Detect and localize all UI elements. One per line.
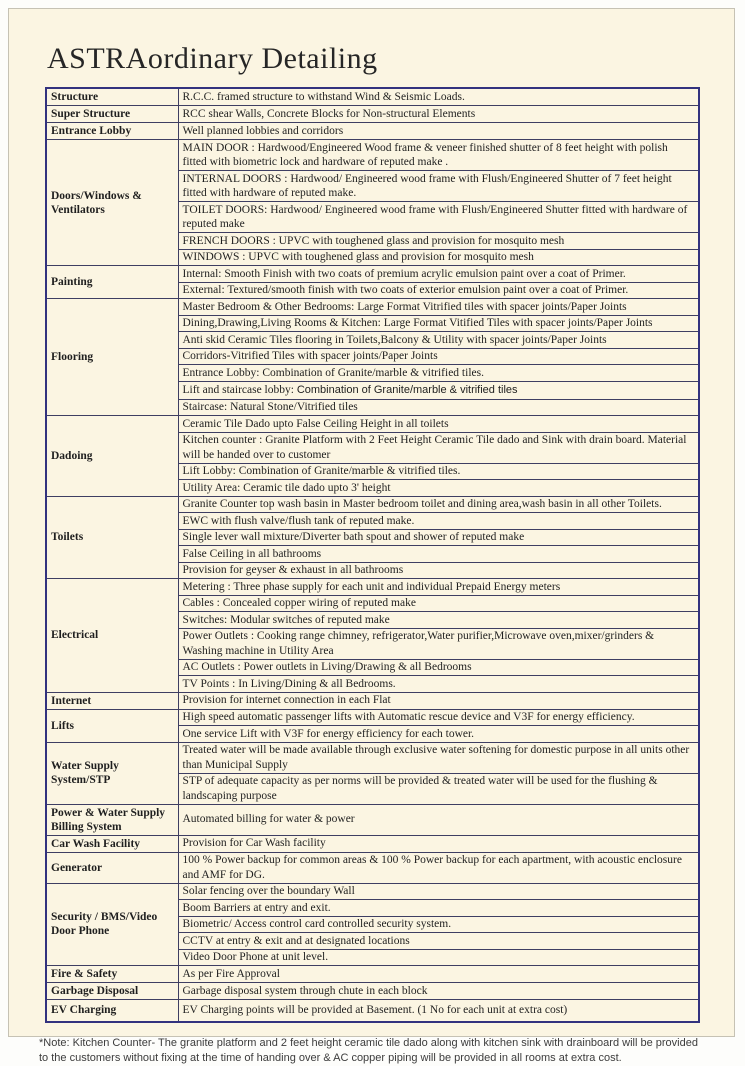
- spec-item: Single lever wall mixture/Diverter bath spout and shower of reputed make: [178, 529, 699, 546]
- section-label-water-supply-system-stp: Water Supply System/STP: [46, 742, 178, 804]
- spec-row: [46, 416, 699, 433]
- spec-row: [46, 123, 699, 140]
- section-label-dadoing: Dadoing: [46, 416, 178, 497]
- section-label-toilets: Toilets: [46, 496, 178, 579]
- spec-item: Treated water will be made available through exclusive water softening for domestic purpose in all units other than Municipal Supply: [178, 742, 699, 773]
- spec-row: [46, 496, 699, 513]
- section-label-doors-windows-ventilators: Doors/Windows & Ventilators: [46, 140, 178, 266]
- spec-table-body: [46, 88, 699, 1022]
- spec-row: [46, 709, 699, 726]
- spec-item: Dining,Drawing,Living Rooms & Kitchen: Large Format Vitified Tiles with spacer joints/Paper Joints: [178, 315, 699, 332]
- spec-item: Automated billing for water & power: [178, 804, 699, 835]
- spec-item: Garbage disposal system through chute in each block: [178, 983, 699, 1000]
- spec-row: [46, 299, 699, 316]
- spec-row: [46, 88, 699, 106]
- spec-item: As per Fire Approval: [178, 966, 699, 983]
- spec-item: Provision for geyser & exhaust in all bathrooms: [178, 562, 699, 579]
- spec-item: Power Outlets : Cooking range chimney, refrigerator,Water purifier,Microwave oven,mixer/grinders & Washing machine in Utility Area: [178, 628, 699, 659]
- section-label-lifts: Lifts: [46, 709, 178, 742]
- spec-item: [178, 381, 699, 399]
- section-label-super-structure: Super Structure: [46, 106, 178, 123]
- spec-item: Kitchen counter : Granite Platform with 2 Feet Height Ceramic Tile dado and Sink with drain board. Material will be handed over to customer: [178, 432, 699, 463]
- section-label-painting: Painting: [46, 266, 178, 299]
- spec-row: [46, 140, 699, 171]
- spec-item: Solar fencing over the boundary Wall: [178, 883, 699, 900]
- spec-row: [46, 579, 699, 596]
- spec-row: [46, 742, 699, 773]
- section-label-security-bms-video-door-phone: Security / BMS/Video Door Phone: [46, 883, 178, 966]
- spec-item: TV Points : In Living/Dining & all Bedrooms.: [178, 676, 699, 693]
- spec-item: EWC with flush valve/flush tank of reputed make.: [178, 513, 699, 530]
- spec-row: [46, 804, 699, 835]
- spec-row: [46, 266, 699, 283]
- spec-item: FRENCH DOORS : UPVC with toughened glass and provision for mosquito mesh: [178, 233, 699, 250]
- spec-item: Ceramic Tile Dado upto False Ceiling Height in all toilets: [178, 416, 699, 433]
- spec-item: Corridors-Vitrified Tiles with spacer joints/Paper Joints: [178, 348, 699, 365]
- spec-row: [46, 106, 699, 123]
- spec-item: False Ceiling in all bathrooms: [178, 546, 699, 563]
- spec-item: External: Textured/smooth finish with two coats of exterior emulsion paint over a coat of Primer.: [178, 282, 699, 299]
- spec-item: One service Lift with V3F for energy efficiency for each tower.: [178, 726, 699, 743]
- section-label-flooring: Flooring: [46, 299, 178, 416]
- spec-row: [46, 883, 699, 900]
- spec-item: Anti skid Ceramic Tiles flooring in Toilets,Balcony & Utility with spacer joints/Paper Joints: [178, 332, 699, 349]
- spec-item: High speed automatic passenger lifts with Automatic rescue device and V3F for energy efficiency.: [178, 709, 699, 726]
- spec-item: CCTV at entry & exit and at designated locations: [178, 933, 699, 950]
- section-label-power-water-supply-billing-system: Power & Water Supply Billing System: [46, 804, 178, 835]
- brochure-page: [8, 8, 735, 1064]
- spec-item: Boom Barriers at entry and exit.: [178, 900, 699, 917]
- spec-item: Lift Lobby: Combination of Granite/marble & vitrified tiles.: [178, 463, 699, 480]
- spec-item: 100 % Power backup for common areas & 100 % Power backup for each apartment, with acoustic enclosure and AMF for DG.: [178, 852, 699, 883]
- spec-item: Internal: Smooth Finish with two coats of premium acrylic emulsion paint over a coat of Primer.: [178, 266, 699, 283]
- specification-table: [45, 87, 700, 1023]
- spec-item: Cables : Concealed copper wiring of reputed make: [178, 595, 699, 612]
- section-label-fire-safety: Fire & Safety: [46, 966, 178, 983]
- footnote: *Note: Kitchen Counter- The granite platform and 2 feet height ceramic tile dado along with kitchen sink with drainboard will be provided to the customers without fixing at the time of handing over & AC copper piping will be provided in all rooms at extra cost.: [39, 1036, 698, 1064]
- spec-item: Entrance Lobby: Combination of Granite/marble & vitrified tiles.: [178, 365, 699, 382]
- spec-item: AC Outlets : Power outlets in Living/Drawing & all Bedrooms: [178, 659, 699, 676]
- spec-item: Master Bedroom & Other Bedrooms: Large Format Vitrified tiles with spacer joints/Paper Joints: [178, 299, 699, 316]
- spec-item: R.C.C. framed structure to withstand Wind & Seismic Loads.: [178, 88, 699, 106]
- spec-row: [46, 852, 699, 883]
- spec-item: EV Charging points will be provided at Basement. (1 No for each unit at extra cost): [178, 1000, 699, 1022]
- spec-item: WINDOWS : UPVC with toughened glass and provision for mosquito mesh: [178, 249, 699, 266]
- spec-item: Utility Area: Ceramic tile dado upto 3' height: [178, 480, 699, 497]
- spec-row: [46, 692, 699, 709]
- spec-row: [46, 835, 699, 852]
- section-label-ev-charging: EV Charging: [46, 1000, 178, 1022]
- spec-item: INTERNAL DOORS : Hardwood/ Engineered wood frame with Flush/Engineered Shutter of 7 feet height fitted with hardware of reputed make.: [178, 171, 699, 202]
- section-label-garbage-disposal: Garbage Disposal: [46, 983, 178, 1000]
- section-label-entrance-lobby: Entrance Lobby: [46, 123, 178, 140]
- section-label-generator: Generator: [46, 852, 178, 883]
- page-title: ASTRAordinary Detailing: [47, 42, 378, 75]
- spec-item: Biometric/ Access control card controlled security system.: [178, 916, 699, 933]
- spec-row: [46, 966, 699, 983]
- section-label-car-wash-facility: Car Wash Facility: [46, 835, 178, 852]
- spec-item: Video Door Phone at unit level.: [178, 949, 699, 966]
- spec-item-text-sans: Combination of Granite/marble & vitrified tiles: [296, 383, 518, 396]
- spec-item: Well planned lobbies and corridors: [178, 123, 699, 140]
- spec-item: Metering : Three phase supply for each unit and individual Prepaid Energy meters: [178, 579, 699, 596]
- spec-item: Provision for internet connection in each Flat: [178, 692, 699, 709]
- spec-item: RCC shear Walls, Concrete Blocks for Non-structural Elements: [178, 106, 699, 123]
- spec-item: Provision for Car Wash facility: [178, 835, 699, 852]
- section-label-structure: Structure: [46, 88, 178, 106]
- spec-item: MAIN DOOR : Hardwood/Engineered Wood frame & veneer finished shutter of 8 feet height with polish fitted with biometric lock and hardware of reputed make .: [178, 140, 699, 171]
- section-label-electrical: Electrical: [46, 579, 178, 693]
- spec-row: [46, 983, 699, 1000]
- spec-item: Granite Counter top wash basin in Master bedroom toilet and dining area,wash basin in all other Toilets.: [178, 496, 699, 513]
- spec-row: [46, 1000, 699, 1022]
- spec-item-text: Lift and staircase lobby:: [182, 383, 297, 396]
- section-label-internet: Internet: [46, 692, 178, 709]
- spec-item: STP of adequate capacity as per norms will be provided & treated water will be used for the flushing & landscaping purpose: [178, 773, 699, 804]
- spec-item: Switches: Modular switches of reputed make: [178, 612, 699, 629]
- spec-item: Staircase: Natural Stone/Vitrified tiles: [178, 399, 699, 416]
- spec-item: TOILET DOORS: Hardwood/ Engineered wood frame with Flush/Engineered Shutter fitted with hardware of reputed make: [178, 202, 699, 233]
